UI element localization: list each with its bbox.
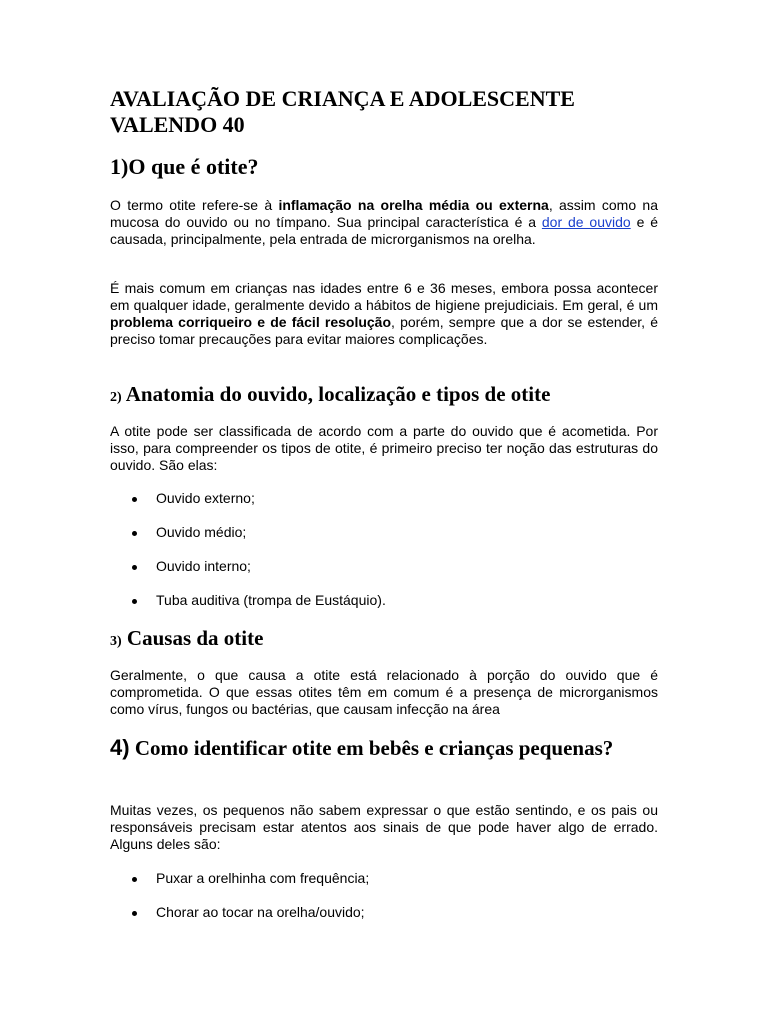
text-segment: É mais comum em crianças nas idades entre 6 e 36 meses, embora possa acontecer em qualquer idade, geralmente devido a hábitos de higiene prejudiciais. Em geral, é um [110, 280, 658, 313]
bullet-icon [132, 599, 137, 604]
question-1-paragraph-1 [110, 197, 658, 248]
bullet-icon [132, 531, 137, 536]
ear-structures-list [110, 490, 670, 626]
bullet-icon [132, 497, 137, 502]
question-2-number: 2) [110, 390, 122, 405]
list-item-text: Ouvido externo; [156, 490, 255, 506]
question-2-title: Anatomia do ouvido, localização e tipos de otite [125, 382, 551, 406]
list-item-text: Tuba auditiva (trompa de Eustáquio). [156, 592, 386, 608]
bold-segment: inflamação na orelha média ou externa [278, 197, 549, 213]
list-item-text: Puxar a orelhinha com frequência; [156, 870, 370, 886]
question-3-paragraph: Geralmente, o que causa a otite está relacionado à porção do ouvido que é comprometida. O que essas otites têm em comum é a presença de microrganismos como vírus, fungos ou bactérias, que causam infecção na área [110, 667, 658, 717]
question-4-paragraph: Muitas vezes, os pequenos não sabem expressar o que estão sentindo, e os pais ou responsáveis precisam estar atentos aos sinais de que pode haver algo de errado. Alguns deles são: [110, 802, 658, 852]
text-segment: e é causada, principalmente, pela entrada de microrganismos na orelha. [110, 214, 659, 247]
list-item-text: Ouvido médio; [156, 524, 247, 540]
question-3-heading [110, 625, 263, 655]
list-item-text: Chorar ao tocar na orelha/ouvido; [156, 904, 365, 920]
list-item [110, 490, 670, 507]
text-segment: O termo otite refere-se à [110, 197, 279, 213]
question-2-paragraph: A otite pode ser classificada de acordo com a parte do ouvido que é acometida. Por isso, para compreender os tipos de otite, é primeiro preciso ter noção das estruturas do ouvido. São elas: [110, 423, 658, 473]
question-1-paragraph-2 [110, 280, 658, 348]
question-4-number: 4) [110, 735, 130, 760]
text-segment: , assim como na mucosa do ouvido ou no tímpano. Sua principal característica é a [110, 197, 658, 230]
bullet-icon [132, 565, 137, 570]
list-item [110, 870, 670, 887]
question-2-heading [110, 381, 550, 411]
document-title: AVALIAÇÃO DE CRIANÇA E ADOLESCENTE VALENDO 40 [110, 86, 575, 137]
list-item [110, 524, 670, 541]
bullet-icon [132, 911, 137, 916]
bold-segment: problema corriqueiro e de fácil resolução [110, 314, 392, 330]
question-4-heading [110, 735, 670, 761]
dor-de-ouvido-link[interactable]: dor de ouvido [541, 214, 631, 230]
signs-list [110, 870, 670, 938]
list-item [110, 904, 670, 921]
list-item-text: Ouvido interno; [156, 558, 251, 574]
question-3-title: Causas da otite [126, 626, 264, 650]
bullet-icon [132, 877, 137, 882]
list-item [110, 592, 670, 609]
list-item [110, 558, 670, 575]
question-3-number: 3) [110, 634, 122, 649]
text-segment: , porém, sempre que a dor se estender, é preciso tomar precauções para evitar maiores complicações. [110, 314, 659, 347]
question-1-heading: 1)O que é otite? [110, 154, 259, 179]
question-4-title: Como identificar otite em bebês e crianças pequenas? [134, 736, 614, 760]
